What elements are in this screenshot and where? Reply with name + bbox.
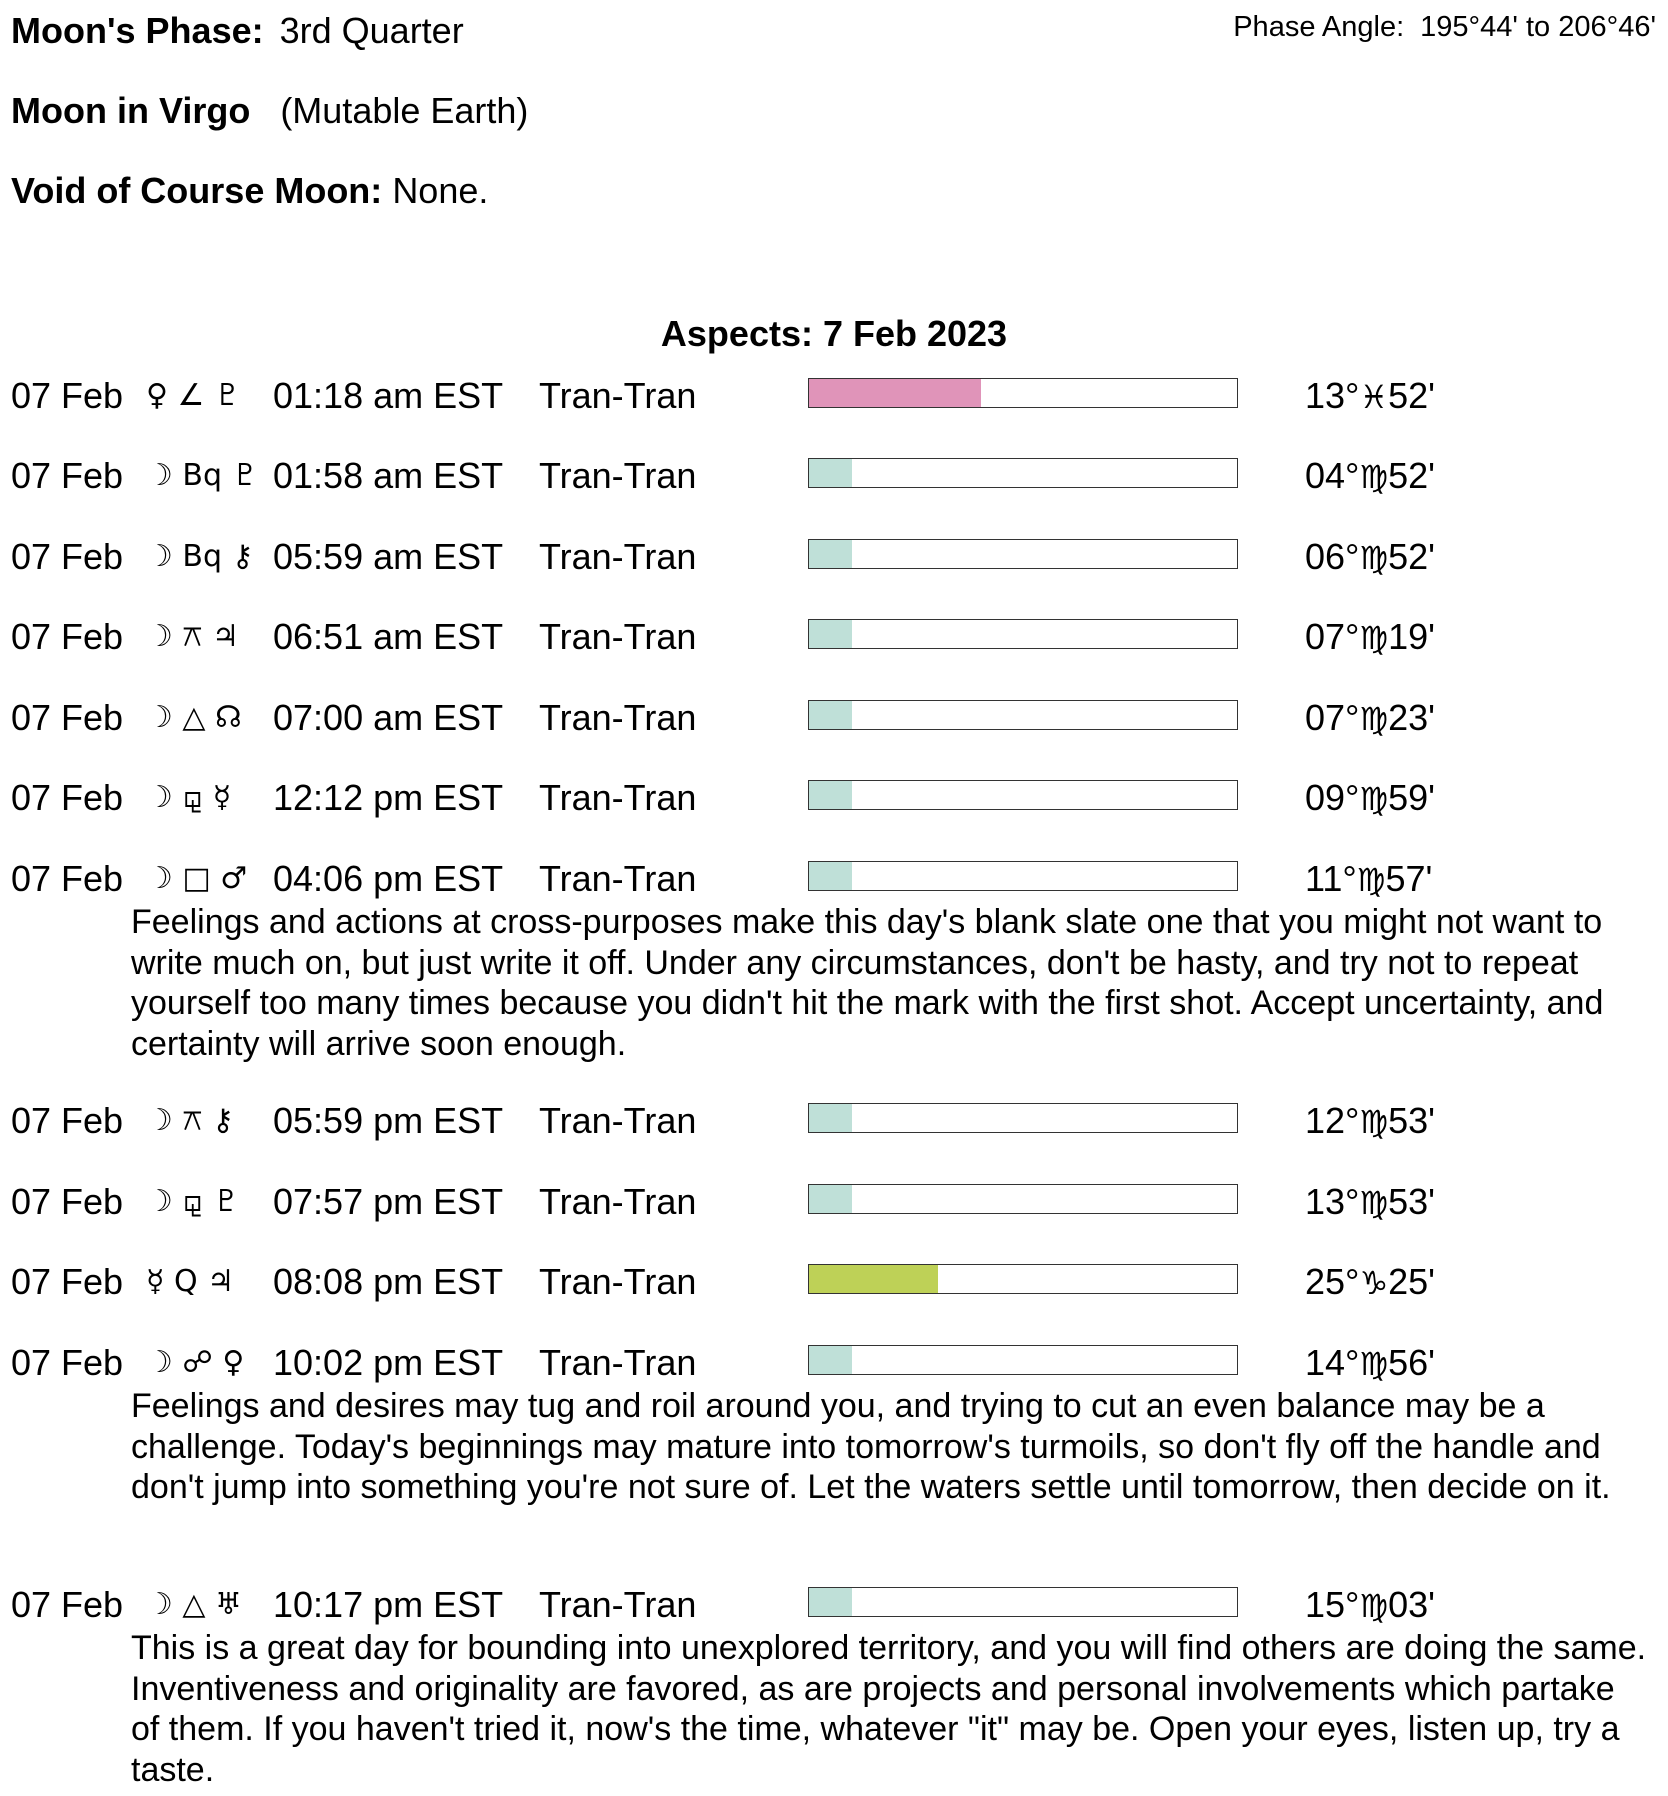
aspect-description: Feelings and actions at cross-purposes make this day's blank slate one that you might not want to write much on, but just write it off. Under any circumstances, don't be hasty, and try not to repeat yourself too many times because you didn't hit the mark with the first shot. Accept uncertainty, and certainty will arrive soon enough.: [131, 903, 1604, 1063]
aspect-glyphs: ☽ Bq ♇: [146, 458, 259, 493]
position-minutes: 19': [1388, 616, 1436, 657]
aspect-type: Tran-Tran: [539, 1261, 697, 1302]
aspect-strength-fill: [809, 379, 981, 407]
aspect-glyphs: ☽ ⚻ ♃: [146, 619, 239, 654]
aspect-time: 04:06 pm EST: [273, 858, 504, 899]
position-minutes: 57': [1385, 858, 1433, 899]
position-degrees: 13°: [1305, 375, 1360, 416]
aspect-date: 07 Feb: [11, 777, 124, 818]
aspect-date: 07 Feb: [11, 858, 124, 899]
aspect-row: [0, 857, 1668, 901]
position-degrees: 07°: [1305, 616, 1360, 657]
aspect-type: Tran-Tran: [539, 1181, 697, 1222]
position-degrees: 11°: [1305, 858, 1357, 899]
aspect-strength-bar: [808, 861, 1238, 891]
aspect-position: [1305, 615, 1435, 660]
aspect-type: Tran-Tran: [539, 858, 697, 899]
position-minutes: 03': [1388, 1584, 1436, 1625]
void-of-course-label: Void of Course Moon:: [11, 170, 383, 211]
aspect-time: 12:12 pm EST: [273, 777, 504, 818]
aspect-time: 05:59 pm EST: [273, 1100, 504, 1141]
aspect-position: [1305, 535, 1435, 580]
aspect-position: [1305, 1583, 1435, 1628]
position-minutes: 52': [1388, 536, 1436, 577]
zodiac-sign-icon: ♑: [1359, 1264, 1389, 1302]
position-degrees: 12°: [1305, 1100, 1360, 1141]
zodiac-sign-icon: ♍: [1359, 458, 1389, 496]
position-degrees: 06°: [1305, 536, 1360, 577]
aspect-date: 07 Feb: [11, 536, 124, 577]
aspect-position: [1305, 696, 1435, 741]
aspect-time: 06:51 am EST: [273, 616, 504, 657]
position-degrees: 13°: [1305, 1181, 1360, 1222]
aspect-row: [0, 535, 1668, 579]
aspect-glyphs: ☽ ⚼ ☿: [146, 780, 232, 815]
zodiac-sign-icon: ♍: [1359, 1587, 1389, 1625]
moon-sign-line: [11, 90, 528, 132]
position-minutes: 59': [1388, 777, 1436, 818]
aspect-glyphs: ☽ ⚼ ♇: [146, 1184, 240, 1219]
aspect-position: [1305, 1099, 1435, 1144]
moon-phase-label: Moon's Phase:: [11, 10, 264, 51]
aspect-type: Tran-Tran: [539, 616, 697, 657]
zodiac-sign-icon: ♍: [1359, 780, 1389, 818]
moon-phase-line: [11, 10, 464, 52]
aspect-strength-bar: [808, 780, 1238, 810]
aspect-time: 07:00 am EST: [273, 697, 504, 738]
position-minutes: 53': [1388, 1100, 1436, 1141]
aspect-time: 07:57 pm EST: [273, 1181, 504, 1222]
aspect-strength-fill: [809, 1104, 852, 1132]
aspect-row: [0, 374, 1668, 418]
phase-angle: [1233, 11, 1656, 44]
phase-angle-value: 195°44' to 206°46': [1420, 11, 1656, 43]
aspect-type: Tran-Tran: [539, 1584, 697, 1625]
aspect-position: [1305, 857, 1432, 902]
aspect-glyphs: ☽ ⚻ ⚷: [146, 1103, 234, 1138]
aspect-strength-fill: [809, 459, 852, 487]
aspect-date: 07 Feb: [11, 1100, 124, 1141]
aspect-glyphs: ♀ ∠ ♇: [146, 378, 241, 413]
aspect-strength-bar: [808, 539, 1238, 569]
aspect-position: [1305, 776, 1435, 821]
zodiac-sign-icon: ♍: [1356, 861, 1386, 899]
aspect-glyphs: ☿ Q ♃: [146, 1264, 234, 1299]
aspect-strength-bar: [808, 458, 1238, 488]
aspect-time: 08:08 pm EST: [273, 1261, 504, 1302]
position-minutes: 23': [1388, 697, 1436, 738]
aspect-row: [0, 1260, 1668, 1304]
aspect-strength-bar: [808, 1103, 1238, 1133]
aspect-strength-fill: [809, 701, 852, 729]
aspect-strength-bar: [808, 1184, 1238, 1214]
zodiac-sign-icon: ♓: [1359, 378, 1389, 416]
phase-angle-label: Phase Angle:: [1233, 11, 1405, 43]
aspect-strength-fill: [809, 781, 852, 809]
aspect-time: 10:02 pm EST: [273, 1342, 504, 1383]
aspect-date: 07 Feb: [11, 455, 124, 496]
aspect-type: Tran-Tran: [539, 536, 697, 577]
aspect-description: Feelings and desires may tug and roil around you, and trying to cut an even balance may be a challenge. Today's beginnings may mature into tomorrow's turmoils, so don't fly off the handle and don't jump into something you're not sure of. Let the waters settle until tomorrow, then decide on it.: [131, 1387, 1611, 1506]
aspect-type: Tran-Tran: [539, 777, 697, 818]
aspect-row: [0, 1180, 1668, 1224]
aspect-strength-fill: [809, 862, 852, 890]
aspect-type: Tran-Tran: [539, 375, 697, 416]
aspect-date: 07 Feb: [11, 375, 124, 416]
aspect-row: [0, 615, 1668, 659]
aspect-description: This is a great day for bounding into unexplored territory, and you will find others are doing the same. Inventiveness and originality are favored, as are projects and personal involvements which partake of them. If you haven't tried it, now's the time, whatever "it" may be. Open your eyes, listen up, try a taste.: [131, 1629, 1647, 1789]
aspect-row: [0, 776, 1668, 820]
position-minutes: 53': [1388, 1181, 1436, 1222]
zodiac-sign-icon: ♍: [1359, 1345, 1389, 1383]
aspects-title: Aspects: 7 Feb 2023: [660, 313, 1008, 354]
aspect-position: [1305, 454, 1435, 499]
position-degrees: 07°: [1305, 697, 1360, 738]
position-minutes: 52': [1388, 375, 1436, 416]
aspect-strength-fill: [809, 1346, 852, 1374]
aspect-date: 07 Feb: [11, 1181, 124, 1222]
aspect-date: 07 Feb: [11, 1584, 124, 1625]
aspect-strength-bar: [808, 1587, 1238, 1617]
aspect-type: Tran-Tran: [539, 1342, 697, 1383]
aspect-row: [0, 454, 1668, 498]
aspect-time: 01:58 am EST: [273, 455, 504, 496]
position-degrees: 25°: [1305, 1261, 1360, 1302]
position-degrees: 04°: [1305, 455, 1360, 496]
aspect-strength-fill: [809, 1588, 852, 1616]
aspect-position: [1305, 1341, 1435, 1386]
zodiac-sign-icon: ♍: [1359, 1184, 1389, 1222]
moon-phase-value: 3rd Quarter: [279, 10, 464, 51]
aspect-strength-bar: [808, 619, 1238, 649]
aspect-position: [1305, 1260, 1435, 1305]
aspect-row: [0, 1583, 1668, 1627]
aspect-time: 05:59 am EST: [273, 536, 504, 577]
aspect-row: [0, 696, 1668, 740]
aspect-strength-bar: [808, 700, 1238, 730]
aspect-date: 07 Feb: [11, 1342, 124, 1383]
aspect-glyphs: ☽ Bq ⚷: [146, 539, 254, 574]
zodiac-sign-icon: ♍: [1359, 1103, 1389, 1141]
aspect-date: 07 Feb: [11, 697, 124, 738]
zodiac-sign-icon: ♍: [1359, 539, 1389, 577]
aspect-strength-fill: [809, 620, 852, 648]
position-degrees: 09°: [1305, 777, 1360, 818]
position-minutes: 25': [1388, 1261, 1436, 1302]
zodiac-sign-icon: ♍: [1359, 619, 1389, 657]
position-minutes: 56': [1388, 1342, 1436, 1383]
position-degrees: 14°: [1305, 1342, 1360, 1383]
zodiac-sign-icon: ♍: [1359, 700, 1389, 738]
aspect-strength-fill: [809, 540, 852, 568]
aspect-strength-bar: [808, 1345, 1238, 1375]
aspect-type: Tran-Tran: [539, 697, 697, 738]
void-of-course-line: [11, 170, 488, 212]
moon-sign-value: (Mutable Earth): [280, 90, 529, 131]
aspect-strength-fill: [809, 1265, 938, 1293]
aspect-position: [1305, 374, 1435, 419]
aspect-strength-bar: [808, 378, 1238, 408]
aspect-strength-bar: [808, 1264, 1238, 1294]
position-minutes: 52': [1388, 455, 1436, 496]
position-degrees: 15°: [1305, 1584, 1360, 1625]
aspect-date: 07 Feb: [11, 616, 124, 657]
aspect-glyphs: ☽ △ ☊: [146, 700, 242, 735]
aspect-type: Tran-Tran: [539, 1100, 697, 1141]
void-of-course-value: None.: [392, 170, 489, 211]
aspect-time: 10:17 pm EST: [273, 1584, 504, 1625]
aspect-type: Tran-Tran: [539, 455, 697, 496]
aspect-date: 07 Feb: [11, 1261, 124, 1302]
aspect-strength-fill: [809, 1185, 852, 1213]
aspect-time: 01:18 am EST: [273, 375, 504, 416]
aspect-position: [1305, 1180, 1435, 1225]
aspect-row: [0, 1341, 1668, 1385]
moon-sign-label: Moon in Virgo: [11, 90, 251, 131]
aspect-glyphs: ☽ □ ♂: [146, 861, 248, 896]
aspect-glyphs: ☽ △ ♅: [146, 1587, 242, 1622]
aspect-row: [0, 1099, 1668, 1143]
aspect-glyphs: ☽ ☍ ♀: [146, 1345, 245, 1380]
